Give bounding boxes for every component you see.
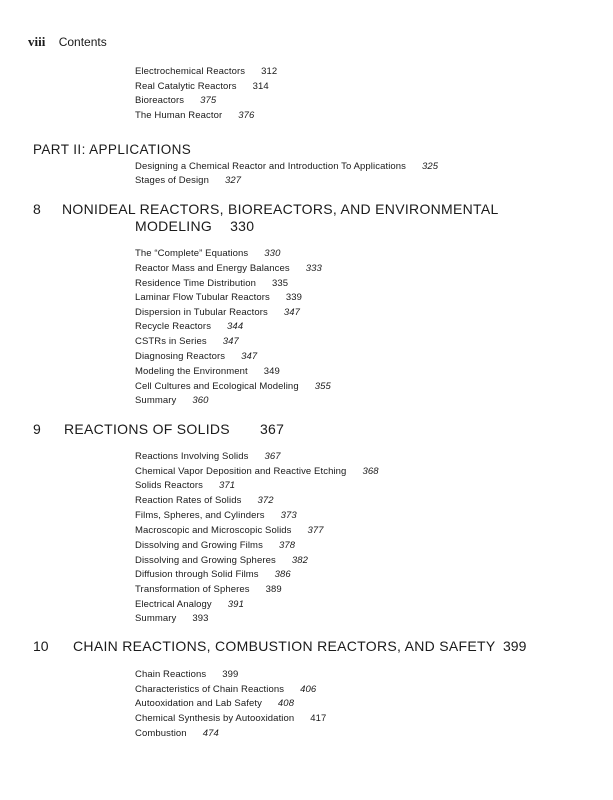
toc-entry: Summary 393 xyxy=(135,613,209,624)
toc-entry: Recycle Reactors 344 xyxy=(135,321,244,332)
chapter-page: 399 xyxy=(503,638,527,654)
toc-entry: Residence Time Distribution 335 xyxy=(135,278,289,289)
toc-entry: Diagnosing Reactors 347 xyxy=(135,351,258,362)
toc-entry: The Human Reactor 376 xyxy=(135,110,255,121)
toc-entry: Designing a Chemical Reactor and Introduction To Applications 325 xyxy=(135,161,439,172)
chapter-title-continued: MODELING 330 xyxy=(135,218,255,234)
part-heading: PART II: APPLICATIONS xyxy=(33,142,192,157)
chapter-number: 10 xyxy=(33,638,49,654)
toc-entry: Characteristics of Chain Reactions 406 xyxy=(135,684,317,695)
chapter-page: 330 xyxy=(230,218,255,234)
chapter-page: 367 xyxy=(259,421,285,437)
page-header xyxy=(28,34,107,50)
toc-entry: Transformation of Spheres 389 xyxy=(135,584,282,595)
toc-entry: Dissolving and Growing Films 378 xyxy=(135,540,296,551)
toc-entry: Summary 360 xyxy=(135,395,209,406)
toc-entry: Reactor Mass and Energy Balances 333 xyxy=(135,263,322,274)
toc-entry: Cell Cultures and Ecological Modeling 355 xyxy=(135,381,331,392)
toc-entry: Solids Reactors 371 xyxy=(135,480,236,491)
toc-entry: Chemical Vapor Deposition and Reactive Etching 368 xyxy=(135,466,379,477)
chapter-number: 8 xyxy=(33,201,41,217)
toc-entry: Electrochemical Reactors 312 xyxy=(135,66,278,77)
toc-entry: Dissolving and Growing Spheres 382 xyxy=(135,555,308,566)
toc-entry: Laminar Flow Tubular Reactors 339 xyxy=(135,292,303,303)
header-title: Contents xyxy=(58,35,107,49)
toc-entry: CSTRs in Series 347 xyxy=(135,336,239,347)
toc-entry: Electrical Analogy 391 xyxy=(135,599,244,610)
page-number: viii xyxy=(28,34,46,49)
chapter-title: NONIDEAL REACTORS, BIOREACTORS, AND ENVIRONMENTAL xyxy=(62,201,499,217)
toc-entry: Reactions Involving Solids 367 xyxy=(135,451,281,462)
toc-entry: Films, Spheres, and Cylinders 373 xyxy=(135,510,297,521)
toc-entry: Macroscopic and Microscopic Solids 377 xyxy=(135,525,324,536)
toc-entry: Chain Reactions 399 xyxy=(135,669,239,680)
toc-entry: Modeling the Environment 349 xyxy=(135,366,280,377)
toc-entry: Bioreactors 375 xyxy=(135,95,217,106)
chapter-title: REACTIONS OF SOLIDS 367 xyxy=(64,421,285,437)
toc-entry: Stages of Design 327 xyxy=(135,175,242,186)
toc-entry: Real Catalytic Reactors 314 xyxy=(135,81,269,92)
chapter-number: 9 xyxy=(33,421,41,437)
toc-entry: The “Complete” Equations 330 xyxy=(135,248,281,259)
chapter-title: CHAIN REACTIONS, COMBUSTION REACTORS, AND SAFETY xyxy=(73,638,496,654)
toc-entry: Dispersion in Tubular Reactors 347 xyxy=(135,307,301,318)
toc-entry: Diffusion through Solid Films 386 xyxy=(135,569,291,580)
toc-entry: Combustion 474 xyxy=(135,728,219,739)
toc-entry: Autooxidation and Lab Safety 408 xyxy=(135,698,295,709)
toc-entry: Chemical Synthesis by Autooxidation 417 xyxy=(135,713,327,724)
toc-entry: Reaction Rates of Solids 372 xyxy=(135,495,274,506)
